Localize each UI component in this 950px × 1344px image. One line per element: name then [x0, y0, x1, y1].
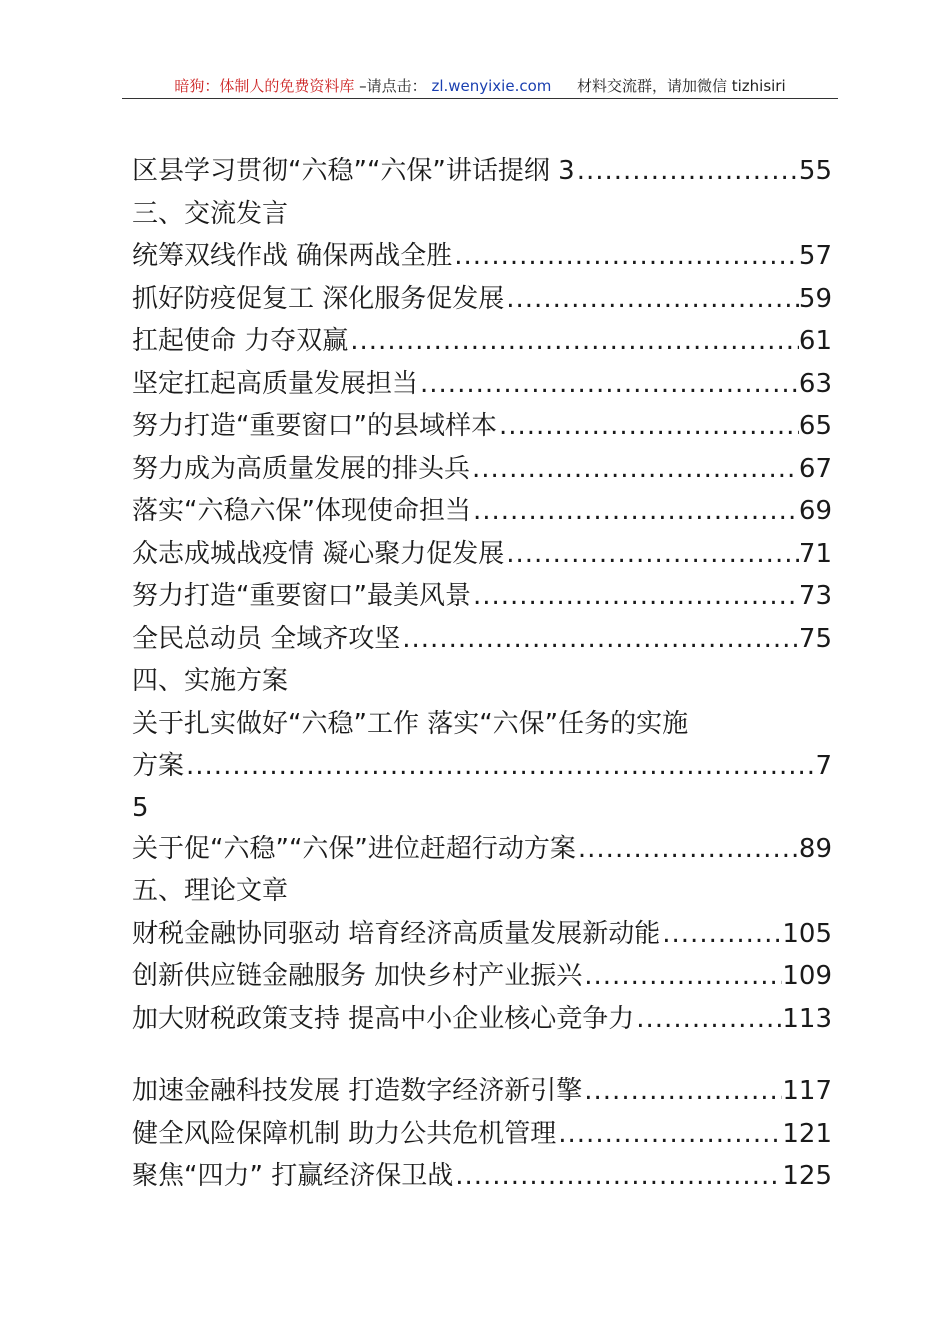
toc-entry-page: 55 [798, 156, 832, 186]
toc-leader-dots [582, 955, 782, 998]
toc-entry-page: 69 [798, 496, 832, 526]
toc-leader-dots [556, 1113, 782, 1156]
toc-entry[interactable] [132, 618, 832, 661]
toc-leader-dots [575, 150, 799, 193]
toc-entry[interactable] [132, 1155, 832, 1198]
toc-leader-dots [504, 278, 799, 321]
toc-entry-page: 75 [798, 623, 832, 654]
table-of-contents [132, 150, 832, 1198]
toc-leader-dots [634, 998, 782, 1041]
toc-section-heading [132, 660, 832, 703]
toc-entry-title: 坚定扛起高质量发展担当 [132, 368, 419, 399]
toc-entry-page: 113 [782, 1003, 832, 1034]
toc-entry-page: 7 [815, 751, 832, 781]
toc-leader-dots [184, 745, 815, 788]
toc-entry[interactable] [132, 1113, 832, 1156]
toc-entry[interactable] [132, 320, 832, 363]
toc-leader-dots [400, 618, 799, 661]
toc-entry[interactable] [132, 913, 832, 956]
toc-entry-title: 关于扎实做好“六稳”工作 落实“六保”任务的实施 [132, 708, 689, 739]
toc-entry[interactable] [132, 533, 832, 576]
toc-entry[interactable] [132, 745, 832, 788]
toc-entry-page: 105 [782, 918, 832, 949]
toc-entry-title: 众志成城战疫情 凝心聚力促发展 [132, 538, 505, 569]
toc-entry-page-overflow: 5 [132, 792, 149, 823]
toc-entry-page: 73 [798, 581, 832, 611]
toc-leader-dots [660, 913, 782, 956]
toc-section-heading [132, 193, 832, 236]
toc-leader-dots [452, 235, 799, 278]
toc-section-title: 四、实施方案 [132, 666, 289, 696]
toc-leader-dots [504, 533, 799, 576]
toc-entry-title: 落实“六稳六保”体现使命担当 [132, 496, 471, 526]
toc-entry-page: 121 [782, 1118, 832, 1149]
page-header [122, 76, 838, 99]
toc-entry-title: 创新供应链金融服务 加快乡村产业振兴 [132, 961, 583, 991]
toc-entry-title: 加大财税政策支持 提高中小企业核心竞争力 [132, 1003, 635, 1034]
toc-entry-page: 65 [798, 411, 832, 441]
toc-entry-page: 63 [798, 368, 832, 399]
toc-section-heading [132, 870, 832, 913]
header-link[interactable]: zl.wenyixie.com [431, 77, 552, 95]
header-click-prompt: –请点击： [359, 77, 427, 95]
toc-entry-title: 健全风险保障机制 助力公共危机管理 [132, 1118, 557, 1149]
toc-entry-page: 117 [782, 1076, 832, 1106]
toc-entry-page: 109 [782, 961, 832, 991]
toc-entry[interactable] [132, 150, 832, 193]
toc-entry[interactable] [132, 955, 832, 998]
toc-leader-dots [418, 363, 799, 406]
toc-entry-title: 努力成为高质量发展的排头兵 [132, 453, 471, 484]
toc-entry-wrapped-page [132, 788, 832, 828]
toc-entry[interactable] [132, 405, 832, 448]
toc-entry-page: 61 [798, 326, 832, 356]
toc-leader-dots [453, 1155, 782, 1198]
header-site-name: 暗狗：体制人的免费资料库 [174, 77, 355, 95]
toc-gap [132, 1040, 832, 1070]
toc-entry[interactable] [132, 278, 832, 321]
toc-entry-wrapped-line[interactable] [132, 703, 832, 746]
toc-entry[interactable] [132, 448, 832, 491]
toc-entry[interactable] [132, 490, 832, 533]
toc-entry-title: 方案 [132, 751, 185, 781]
toc-entry-page: 59 [798, 283, 832, 314]
toc-entry[interactable] [132, 235, 832, 278]
toc-leader-dots [348, 320, 799, 363]
toc-entry[interactable] [132, 575, 832, 618]
toc-entry[interactable] [132, 998, 832, 1041]
toc-entry-title: 加速金融科技发展 打造数字经济新引擎 [132, 1076, 583, 1106]
toc-entry-title: 财税金融协同驱动 培育经济高质量发展新动能 [132, 918, 661, 949]
toc-entry[interactable] [132, 828, 832, 871]
toc-leader-dots [471, 490, 799, 533]
toc-leader-dots [471, 575, 799, 618]
toc-entry-title: 聚焦“四力” 打赢经济保卫战 [132, 1161, 454, 1191]
toc-entry[interactable] [132, 1070, 832, 1113]
toc-entry-title: 区县学习贯彻“六稳”“六保”讲话提纲 3 [132, 156, 575, 186]
toc-leader-dots [497, 405, 799, 448]
toc-entry-title: 扛起使命 力夺双赢 [132, 326, 349, 356]
toc-entry[interactable] [132, 363, 832, 406]
header-wechat-note: 材料交流群，请加微信 tizhisiri [576, 77, 786, 95]
toc-entry-title: 抓好防疫促复工 深化服务促发展 [132, 283, 505, 314]
toc-entry-title: 关于促“六稳”“六保”进位赶超行动方案 [132, 833, 576, 864]
toc-entry-page: 71 [798, 538, 832, 569]
toc-leader-dots [470, 448, 799, 491]
toc-section-title: 五、理论文章 [132, 876, 289, 906]
toc-entry-title: 努力打造“重要窗口”最美风景 [132, 581, 471, 611]
toc-entry-title: 努力打造“重要窗口”的县域样本 [132, 411, 497, 441]
toc-entry-page: 57 [798, 241, 832, 271]
toc-entry-title: 全民总动员 全域齐攻坚 [132, 623, 401, 654]
toc-leader-dots [582, 1070, 782, 1113]
toc-entry-page: 125 [782, 1161, 832, 1191]
toc-entry-page: 67 [798, 453, 832, 484]
toc-leader-dots [576, 828, 799, 871]
toc-entry-page: 89 [798, 833, 832, 864]
toc-section-title: 三、交流发言 [132, 198, 289, 229]
toc-entry-title: 统筹双线作战 确保两战全胜 [132, 241, 453, 271]
